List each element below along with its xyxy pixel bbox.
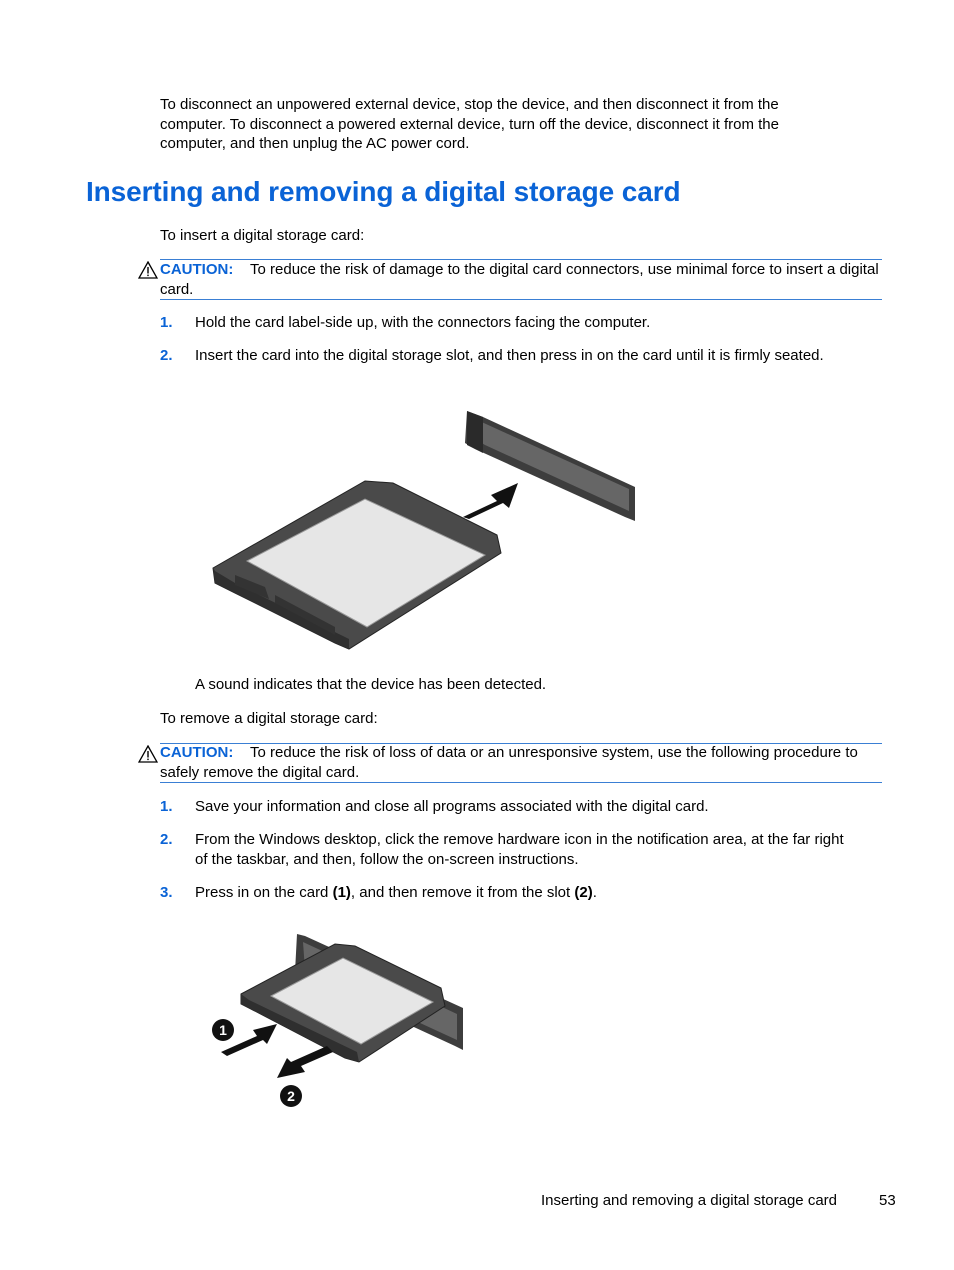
arrow-icon [277, 1046, 333, 1078]
remove-step-1 [160, 797, 860, 817]
caution-body: To reduce the risk of loss of data or an unresponsive system, use the following procedure to safely remove the digital card. [160, 744, 858, 781]
step-number: 2. [160, 347, 173, 364]
card-remove-illustration [205, 928, 475, 1110]
page-number: 53 [879, 1192, 896, 1209]
step-text: From the Windows desktop, click the remove hardware icon in the notification area, at the far right of the taskbar, and then, follow the on-screen instructions. [195, 831, 844, 868]
sd-card [241, 944, 445, 1062]
step-text [195, 883, 865, 903]
detected-note: A sound indicates that the device has been detected. [195, 676, 547, 693]
section-heading: Inserting and removing a digital storage card [86, 176, 681, 207]
step-number: 1. [160, 798, 173, 815]
remove-step-3 [160, 883, 860, 903]
remove-step-2 [160, 830, 860, 870]
callout-ref-1: (1) [332, 884, 351, 901]
arrow-icon [463, 483, 518, 519]
remove-intro: To remove a digital storage card: [160, 710, 378, 727]
warning-triangle-icon [138, 745, 158, 763]
svg-text:1: 1 [219, 1022, 227, 1038]
step-number: 1. [160, 314, 173, 331]
intro-paragraph: To disconnect an unpowered external device, stop the device, and then disconnect it from the computer. To disconnect a powered external device, turn off the device, disconnect it from the computer, and then unplug the AC power cord. [160, 96, 779, 152]
step-number: 2. [160, 831, 173, 848]
insert-step-1 [160, 313, 860, 333]
caution-label: CAUTION: [160, 744, 234, 761]
footer-title: Inserting and removing a digital storage card [541, 1192, 838, 1209]
step-text: Hold the card label-side up, with the connectors facing the computer. [195, 314, 651, 331]
callout-2 [280, 1085, 302, 1107]
warning-triangle-icon [138, 261, 158, 279]
caution-remove [138, 742, 882, 786]
caution-bottom-rule [160, 299, 882, 300]
card-insert-illustration [205, 405, 645, 660]
caution-label: CAUTION: [160, 261, 234, 278]
insert-intro: To insert a digital storage card: [160, 227, 365, 244]
caution-insert-text [160, 260, 882, 299]
callout-1 [212, 1019, 234, 1041]
sd-card [213, 481, 501, 649]
insert-step-2 [160, 346, 860, 366]
step-text-part: . [592, 884, 597, 901]
step-text: Save your information and close all programs associated with the digital card. [195, 798, 709, 815]
caution-insert [138, 258, 882, 302]
step-text-part: , and then remove it from the slot [350, 884, 575, 901]
caution-bottom-rule [160, 782, 882, 783]
caution-remove-text [160, 743, 882, 782]
step-text-part: Press in on the card [195, 884, 333, 901]
step-text: Insert the card into the digital storage slot, and then press in on the card until it is firmly seated. [195, 347, 824, 364]
caution-body: To reduce the risk of damage to the digital card connectors, use minimal force to insert a digital card. [160, 261, 879, 298]
callout-ref-2: (2) [574, 884, 593, 901]
svg-text:2: 2 [287, 1088, 295, 1104]
step-number: 3. [160, 884, 173, 901]
